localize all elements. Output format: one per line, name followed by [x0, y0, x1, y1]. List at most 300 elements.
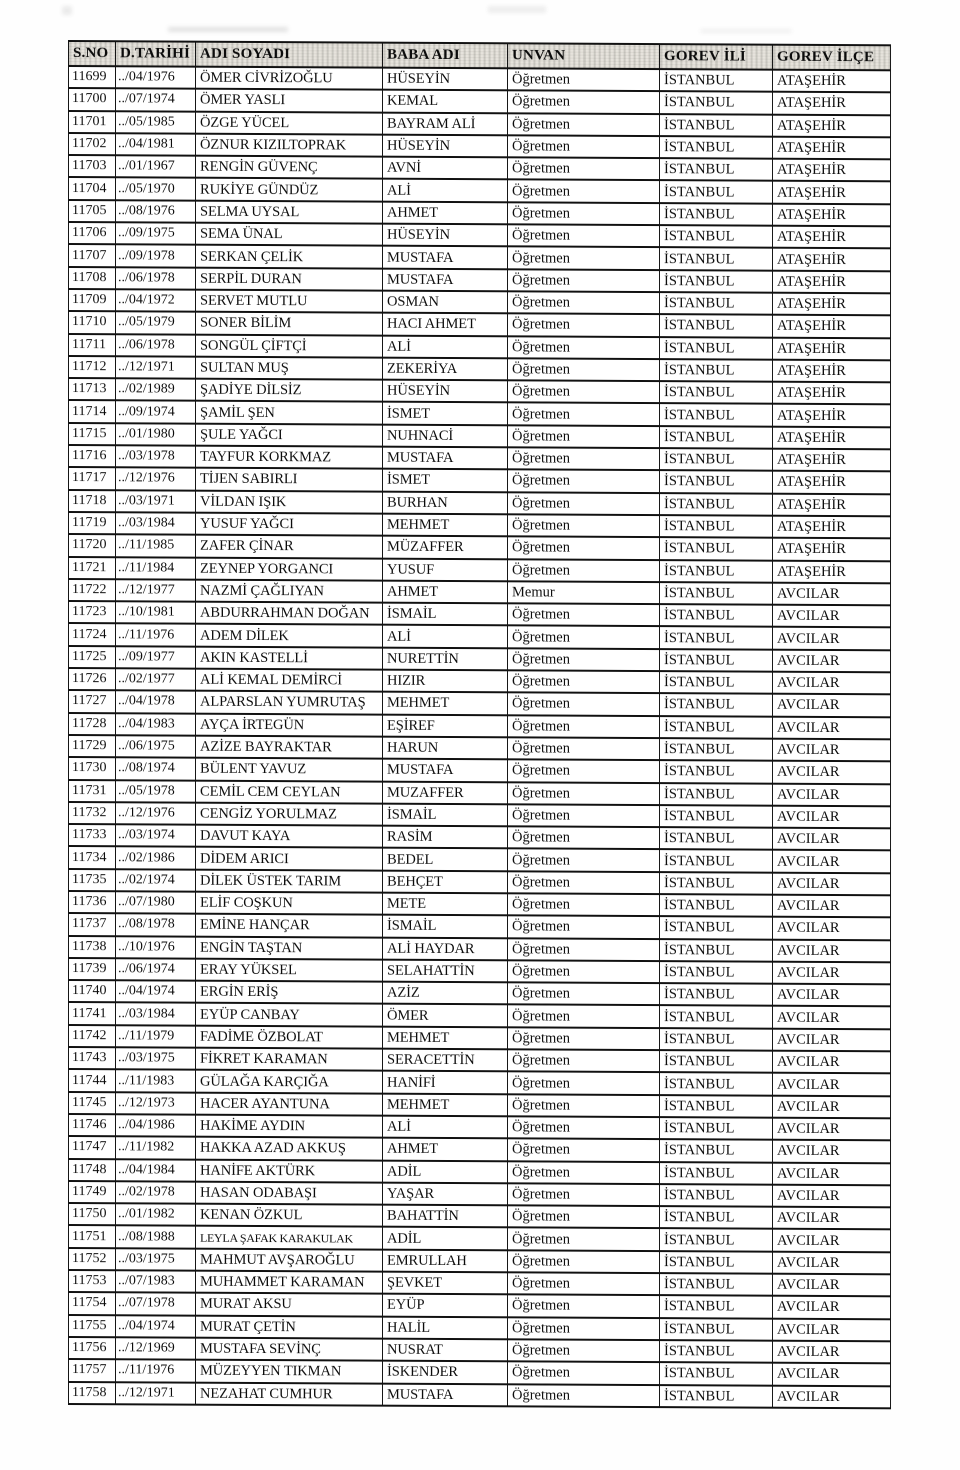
table-cell: ../09/1974	[116, 401, 196, 424]
table-cell: ../03/1971	[116, 490, 196, 513]
table-cell: AVCILAR	[773, 1341, 891, 1364]
table-cell: İSTANBUL	[660, 627, 773, 650]
table-cell: İSTANBUL	[660, 1273, 773, 1296]
table-cell: NURETTİN	[383, 647, 508, 670]
table-cell: Öğretmen	[508, 68, 660, 91]
table-cell: İSKENDER	[383, 1361, 508, 1384]
table-cell: Öğretmen	[508, 1205, 660, 1228]
table-cell: ../04/1974	[116, 1315, 196, 1338]
table-cell: ATAŞEHİR	[773, 449, 891, 472]
table-cell: Öğretmen	[508, 916, 660, 939]
table-cell: 11733	[69, 824, 116, 847]
table-cell: ../04/1972	[116, 289, 196, 312]
table-cell: İSTANBUL	[660, 582, 773, 605]
table-cell: 11702	[69, 133, 116, 156]
table-cell: BURHAN	[383, 491, 508, 514]
table-cell: 11739	[69, 958, 116, 981]
table-cell: ../12/1971	[116, 1382, 196, 1405]
table-cell: ../02/1989	[116, 378, 196, 401]
table-cell: ../04/1978	[116, 691, 196, 714]
column-header-fathername: BABA ADI	[383, 43, 508, 69]
table-cell: MEHMET	[383, 514, 508, 537]
table-cell: İSTANBUL	[660, 1318, 773, 1341]
table-cell: GÜLAĞA KARÇIĞA	[196, 1070, 383, 1093]
table-cell: İSMAİL	[383, 603, 508, 626]
table-cell: ATAŞEHİR	[773, 270, 891, 293]
table-cell: ATAŞEHİR	[773, 360, 891, 383]
table-cell: 11700	[69, 88, 116, 111]
table-cell: ../04/1976	[116, 66, 196, 89]
table-cell: ADEM DİLEK	[196, 624, 383, 647]
table-cell: SULTAN MUŞ	[196, 357, 383, 380]
table-cell: 11751	[69, 1225, 116, 1248]
table-cell: ÖZNUR KIZILTOPRAK	[196, 134, 383, 157]
table-cell: İSTANBUL	[660, 827, 773, 850]
table-cell: NAZMİ ÇAĞLIYAN	[196, 579, 383, 602]
table-cell: 11742	[69, 1025, 116, 1048]
table-cell: AVCILAR	[773, 917, 891, 940]
table-cell: KENAN ÖZKUL	[196, 1204, 383, 1227]
table-cell: 11744	[69, 1069, 116, 1092]
table-cell: İSTANBUL	[660, 292, 773, 315]
table-cell: DİLEK ÜSTEK TARIM	[196, 869, 383, 892]
table-cell: İSTANBUL	[660, 314, 773, 337]
table-cell: AVCILAR	[773, 1140, 891, 1163]
table-cell: MAHMUT AVŞAROĞLU	[196, 1248, 383, 1271]
table-cell: ATAŞEHİR	[773, 203, 891, 226]
table-cell: ADİL	[383, 1160, 508, 1183]
table-cell: İSTANBUL	[660, 805, 773, 828]
table-cell: AVCILAR	[773, 1051, 891, 1074]
table-cell: CEMİL CEM CEYLAN	[196, 780, 383, 803]
table-cell: Öğretmen	[508, 626, 660, 649]
table-cell: İSTANBUL	[660, 693, 773, 716]
table-cell: FİKRET KARAMAN	[196, 1048, 383, 1071]
table-cell: 11732	[69, 802, 116, 825]
table-cell: 11736	[69, 891, 116, 914]
table-cell: 11718	[69, 490, 116, 513]
personnel-table-wrapper	[68, 40, 891, 1409]
table-cell: AVCILAR	[773, 805, 891, 828]
table-cell: 11729	[69, 735, 116, 758]
table-cell: ../04/1983	[116, 713, 196, 736]
table-cell: ../06/1978	[116, 334, 196, 357]
table-cell: Öğretmen	[508, 470, 660, 493]
table-cell: TAYFUR KORKMAZ	[196, 446, 383, 469]
table-cell: AVCILAR	[773, 649, 891, 672]
table-cell: OSMAN	[383, 291, 508, 314]
table-cell: VİLDAN IŞIK	[196, 490, 383, 513]
table-cell: İSTANBUL	[660, 69, 773, 92]
table-cell: İSTANBUL	[660, 136, 773, 159]
table-cell: ALİ HAYDAR	[383, 937, 508, 960]
table-cell: HAKKA AZAD AKKUŞ	[196, 1137, 383, 1160]
table-cell: AVCILAR	[773, 1162, 891, 1185]
table-cell: ATAŞEHİR	[773, 493, 891, 516]
table-cell: İSTANBUL	[660, 1229, 773, 1252]
table-cell: AVCILAR	[773, 1028, 891, 1051]
table-cell: Öğretmen	[508, 224, 660, 247]
table-cell: ../07/1978	[116, 1293, 196, 1316]
table-cell: Öğretmen	[508, 336, 660, 359]
table-cell: İSTANBUL	[660, 1362, 773, 1385]
table-cell: Öğretmen	[508, 1139, 660, 1162]
table-cell: Öğretmen	[508, 314, 660, 337]
table-cell: Öğretmen	[508, 559, 660, 582]
table-cell: İSTANBUL	[660, 203, 773, 226]
table-cell: Öğretmen	[508, 1183, 660, 1206]
table-cell: EMİNE HANÇAR	[196, 914, 383, 937]
table-cell: ../10/1976	[116, 936, 196, 959]
table-cell: ŞADİYE DİLSİZ	[196, 379, 383, 402]
table-cell: ATAŞEHİR	[773, 560, 891, 583]
table-cell: ../03/1975	[116, 1047, 196, 1070]
table-cell: ATAŞEHİR	[773, 315, 891, 338]
table-cell: AVCILAR	[773, 1073, 891, 1096]
table-cell: MURAT AKSU	[196, 1293, 383, 1316]
table-cell: İSTANBUL	[660, 1139, 773, 1162]
table-cell: Öğretmen	[508, 358, 660, 381]
table-cell: ../01/1967	[116, 155, 196, 178]
table-cell: İSTANBUL	[660, 916, 773, 939]
table-cell: İSTANBUL	[660, 359, 773, 382]
table-cell: ERGİN ERİŞ	[196, 981, 383, 1004]
table-cell: BAHATTİN	[383, 1205, 508, 1228]
table-cell: İSTANBUL	[660, 426, 773, 449]
table-cell: 11731	[69, 780, 116, 803]
table-cell: AKIN KASTELLİ	[196, 646, 383, 669]
table-cell: İSTANBUL	[660, 961, 773, 984]
table-cell: ../12/1976	[116, 802, 196, 825]
table-cell: ALİ KEMAL DEMİRCİ	[196, 669, 383, 692]
table-cell: 11715	[69, 423, 116, 446]
table-cell: AVCILAR	[773, 1274, 891, 1297]
table-cell: ATAŞEHİR	[773, 516, 891, 539]
table-cell: SONGÜL ÇİFTÇİ	[196, 334, 383, 357]
table-cell: Öğretmen	[508, 1161, 660, 1184]
table-cell: ../02/1977	[116, 668, 196, 691]
table-cell: ŞEVKET	[383, 1272, 508, 1295]
table-cell: AVCILAR	[773, 1318, 891, 1341]
table-cell: İSTANBUL	[660, 560, 773, 583]
table-cell: SELMA UYSAL	[196, 200, 383, 223]
table-cell: ELİF COŞKUN	[196, 892, 383, 915]
table-cell: 11707	[69, 244, 116, 267]
table-cell: ../04/1974	[116, 980, 196, 1003]
table-cell: Öğretmen	[508, 893, 660, 916]
table-cell: Öğretmen	[508, 1317, 660, 1340]
table-cell: ../09/1975	[116, 222, 196, 245]
table-cell: ../01/1982	[116, 1203, 196, 1226]
table-cell: AVCILAR	[773, 583, 891, 606]
table-cell: İSTANBUL	[660, 849, 773, 872]
table-cell: İSTANBUL	[660, 1162, 773, 1185]
table-cell: Öğretmen	[508, 1272, 660, 1295]
table-cell: İSTANBUL	[660, 1072, 773, 1095]
table-cell: İSTANBUL	[660, 872, 773, 895]
table-cell: 11743	[69, 1047, 116, 1070]
table-cell: ATAŞEHİR	[773, 70, 891, 93]
table-cell: ../07/1980	[116, 891, 196, 914]
table-cell: NEZAHAT CUMHUR	[196, 1382, 383, 1405]
table-cell: BEDEL	[383, 848, 508, 871]
table-cell: İSMAİL	[383, 803, 508, 826]
scan-artifact	[488, 6, 546, 13]
table-cell: MUSTAFA	[383, 759, 508, 782]
table-cell: 11738	[69, 936, 116, 959]
table-cell: SELAHATTİN	[383, 960, 508, 983]
table-cell: ../11/1983	[116, 1070, 196, 1093]
table-cell: 11722	[69, 579, 116, 602]
table-cell: İSTANBUL	[660, 448, 773, 471]
table-cell: AHMET	[383, 580, 508, 603]
table-cell: MUSTAFA SEVİNÇ	[196, 1338, 383, 1361]
table-cell: AVCILAR	[773, 1118, 891, 1141]
table-cell: BEHÇET	[383, 870, 508, 893]
table-cell: İSTANBUL	[660, 91, 773, 114]
table-cell: SERKAN ÇELİK	[196, 245, 383, 268]
table-cell: Öğretmen	[508, 1362, 660, 1385]
table-cell: ../12/1973	[116, 1092, 196, 1115]
table-cell: 11746	[69, 1114, 116, 1137]
table-cell: ../11/1984	[116, 557, 196, 580]
table-cell: SONER BİLİM	[196, 312, 383, 335]
table-cell: Öğretmen	[508, 648, 660, 671]
table-cell: HÜSEYİN	[383, 135, 508, 158]
column-header-province: GOREV İLİ	[660, 44, 773, 70]
table-cell: 11723	[69, 601, 116, 624]
table-cell: EMRULLAH	[383, 1249, 508, 1272]
table-cell: ÖMER YASLI	[196, 89, 383, 112]
table-cell: AVCILAR	[773, 739, 891, 762]
table-cell: ../02/1978	[116, 1181, 196, 1204]
table-cell: HÜSEYİN	[383, 68, 508, 91]
table-cell: 11745	[69, 1092, 116, 1115]
table-cell: İSMAİL	[383, 915, 508, 938]
table-cell: SEMA ÜNAL	[196, 223, 383, 246]
table-cell: AVCILAR	[773, 672, 891, 695]
column-header-district: GOREV İLÇE	[773, 45, 891, 71]
table-cell: AVCILAR	[773, 1006, 891, 1029]
table-cell: İSTANBUL	[660, 1206, 773, 1229]
table-cell: İSTANBUL	[660, 1340, 773, 1363]
table-cell: ../04/1986	[116, 1114, 196, 1137]
table-cell: 11740	[69, 980, 116, 1003]
table-cell: Öğretmen	[508, 715, 660, 738]
table-cell: ../12/1971	[116, 356, 196, 379]
table-cell: 11705	[69, 200, 116, 223]
table-cell: İSTANBUL	[660, 760, 773, 783]
table-cell: 11758	[69, 1382, 116, 1405]
table-cell: Öğretmen	[508, 1072, 660, 1095]
table-cell: HÜSEYİN	[383, 224, 508, 247]
table-cell: ZAFER ÇİNAR	[196, 535, 383, 558]
table-cell: HACI AHMET	[383, 313, 508, 336]
table-cell: Öğretmen	[508, 247, 660, 270]
scan-artifact	[62, 6, 72, 15]
column-header-sno: S.NO	[69, 41, 116, 66]
table-cell: 11713	[69, 378, 116, 401]
table-cell: İSTANBUL	[660, 1028, 773, 1051]
table-cell: 11712	[69, 356, 116, 379]
table-cell: İSTANBUL	[660, 1006, 773, 1029]
table-cell: AHMET	[383, 201, 508, 224]
table-cell: ÖZGE YÜCEL	[196, 111, 383, 134]
table-cell: AVCILAR	[773, 828, 891, 851]
table-cell: 11735	[69, 869, 116, 892]
table-cell: ../12/1977	[116, 579, 196, 602]
table-cell: İSTANBUL	[660, 270, 773, 293]
table-cell: İSTANBUL	[660, 404, 773, 427]
table-cell: YAŞAR	[383, 1182, 508, 1205]
table-cell: ../01/1980	[116, 423, 196, 446]
table-cell: Öğretmen	[508, 1049, 660, 1072]
table-cell: AVCILAR	[773, 1095, 891, 1118]
table-cell: 11717	[69, 467, 116, 490]
table-cell: ATAŞEHİR	[773, 137, 891, 160]
table-cell: ../04/1984	[116, 1159, 196, 1182]
table-cell: İSTANBUL	[660, 671, 773, 694]
table-cell: AVCILAR	[773, 895, 891, 918]
table-cell: Öğretmen	[508, 269, 660, 292]
table-cell: AHMET	[383, 1138, 508, 1161]
table-cell: ../03/1984	[116, 512, 196, 535]
table-cell: Öğretmen	[508, 180, 660, 203]
table-cell: 11724	[69, 623, 116, 646]
table-cell: ../05/1985	[116, 111, 196, 134]
table-cell: İSTANBUL	[660, 1050, 773, 1073]
table-cell: Öğretmen	[508, 425, 660, 448]
table-cell: MUSTAFA	[383, 246, 508, 269]
table-cell: 11708	[69, 267, 116, 290]
table-cell: MUSTAFA	[383, 268, 508, 291]
table-cell: 11701	[69, 111, 116, 134]
table-cell: ATAŞEHİR	[773, 337, 891, 360]
table-body	[69, 66, 891, 1408]
table-cell: 11752	[69, 1248, 116, 1271]
table-cell: Öğretmen	[508, 1228, 660, 1251]
table-cell: METE	[383, 893, 508, 916]
table-cell: HARUN	[383, 737, 508, 760]
table-cell: AYÇA İRTEGÜN	[196, 713, 383, 736]
table-cell: İSTANBUL	[660, 783, 773, 806]
table-cell: ALİ	[383, 179, 508, 202]
table-cell: ../12/1969	[116, 1337, 196, 1360]
table-cell: ABDURRAHMAN DOĞAN	[196, 602, 383, 625]
table-cell: CENGİZ YORULMAZ	[196, 802, 383, 825]
table-cell: İSTANBUL	[660, 181, 773, 204]
table-cell: HANİFİ	[383, 1071, 508, 1094]
table-cell: ATAŞEHİR	[773, 248, 891, 271]
table-cell: Öğretmen	[508, 447, 660, 470]
table-cell: ../08/1976	[116, 200, 196, 223]
table-cell: ../11/1979	[116, 1025, 196, 1048]
table-cell: 11699	[69, 66, 116, 89]
table-cell: 11741	[69, 1002, 116, 1025]
table-cell: AVCILAR	[773, 761, 891, 784]
table-cell: DAVUT KAYA	[196, 825, 383, 848]
table-cell: ADİL	[383, 1227, 508, 1250]
table-cell: Öğretmen	[508, 380, 660, 403]
table-cell: MUSTAFA	[383, 1383, 508, 1406]
table-cell: MEHMET	[383, 1026, 508, 1049]
table-cell: AVCILAR	[773, 605, 891, 628]
table-cell: Öğretmen	[508, 537, 660, 560]
table-cell: Öğretmen	[508, 982, 660, 1005]
table-cell: Öğretmen	[508, 804, 660, 827]
table-cell: ../06/1975	[116, 735, 196, 758]
table-cell: Öğretmen	[508, 670, 660, 693]
table-cell: AVCILAR	[773, 716, 891, 739]
table-cell: İSMET	[383, 469, 508, 492]
table-cell: İSTANBUL	[660, 381, 773, 404]
table-cell: Öğretmen	[508, 514, 660, 537]
table-cell: KEMAL	[383, 90, 508, 113]
table-cell: İSTANBUL	[660, 515, 773, 538]
table-cell: İSTANBUL	[660, 470, 773, 493]
table-cell: DİDEM ARICI	[196, 847, 383, 870]
table-cell: TİJEN SABIRLI	[196, 468, 383, 491]
table-cell: İSTANBUL	[660, 1117, 773, 1140]
table-cell: AVNİ	[383, 157, 508, 180]
table-cell: 11710	[69, 311, 116, 334]
table-cell: NUHNACİ	[383, 424, 508, 447]
table-cell: EYÜP	[383, 1294, 508, 1317]
table-cell: ATAŞEHİR	[773, 382, 891, 405]
table-cell: AVCILAR	[773, 627, 891, 650]
table-cell: 11716	[69, 445, 116, 468]
scan-artifact	[700, 29, 792, 33]
table-cell: ../11/1985	[116, 534, 196, 557]
table-cell: AVCILAR	[773, 962, 891, 985]
table-cell: 11727	[69, 690, 116, 713]
table-cell: MUSTAFA	[383, 447, 508, 470]
table-cell: Öğretmen	[508, 938, 660, 961]
table-cell: ALİ	[383, 625, 508, 648]
table-cell: İSTANBUL	[660, 604, 773, 627]
table-cell: ../05/1970	[116, 178, 196, 201]
table-cell: AVCILAR	[773, 1251, 891, 1274]
table-cell: 11704	[69, 177, 116, 200]
table-cell: ALPARSLAN YUMRUTAŞ	[196, 691, 383, 714]
column-header-birthdate: D.TARİHİ	[116, 41, 196, 66]
table-cell: ../03/1975	[116, 1248, 196, 1271]
table-cell: İSTANBUL	[660, 1385, 773, 1408]
table-cell: ATAŞEHİR	[773, 426, 891, 449]
table-cell: HASAN ODABAŞI	[196, 1182, 383, 1205]
table-cell: Öğretmen	[508, 603, 660, 626]
table-cell: 11737	[69, 913, 116, 936]
table-cell: HACER AYANTUNA	[196, 1092, 383, 1115]
table-cell: SERPİL DURAN	[196, 267, 383, 290]
table-cell: Öğretmen	[508, 693, 660, 716]
table-cell: ../06/1974	[116, 958, 196, 981]
table-cell: ../02/1974	[116, 869, 196, 892]
table-cell: RUKİYE GÜNDÜZ	[196, 178, 383, 201]
table-cell: MEHMET	[383, 692, 508, 715]
table-cell: ATAŞEHİR	[773, 181, 891, 204]
table-cell: Öğretmen	[508, 1295, 660, 1318]
table-cell: MÜZAFFER	[383, 536, 508, 559]
table-cell: İSTANBUL	[660, 649, 773, 672]
table-cell: ATAŞEHİR	[773, 538, 891, 561]
table-cell: ../02/1986	[116, 847, 196, 870]
table-cell: Memur	[508, 581, 660, 604]
table-cell: 11703	[69, 155, 116, 178]
table-cell: İSTANBUL	[660, 738, 773, 761]
table-cell: Öğretmen	[508, 960, 660, 983]
table-cell: Öğretmen	[508, 113, 660, 136]
